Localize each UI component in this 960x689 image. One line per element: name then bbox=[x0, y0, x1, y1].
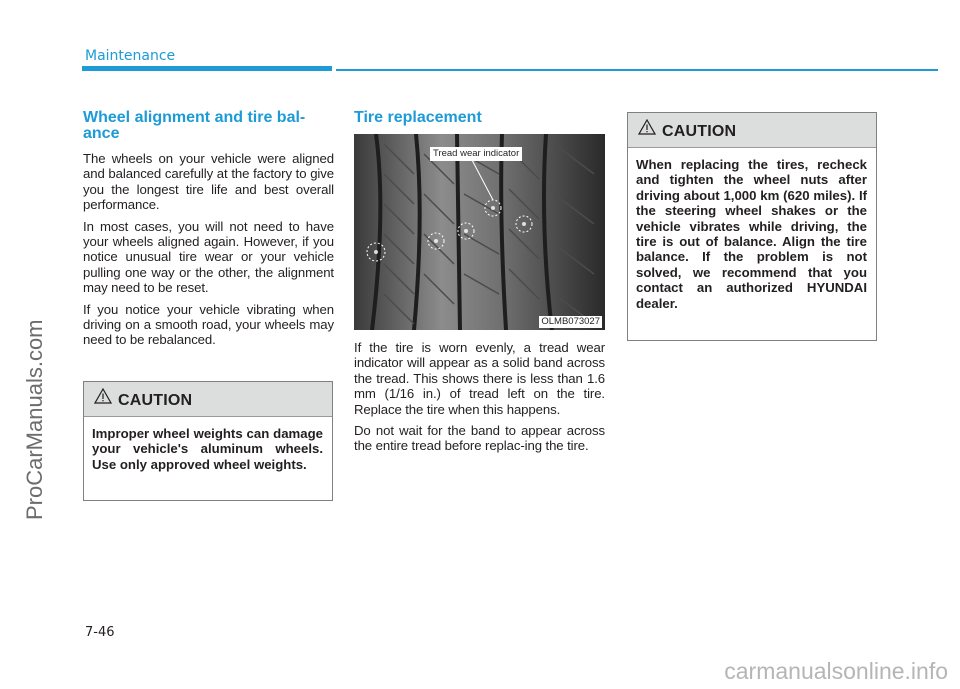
tire-paragraph-2: Do not wait for the band to appear across the entire tread before replac-ing the tire. bbox=[354, 423, 605, 454]
wheel-alignment-heading-text: Wheel alignment and tire bal- ance bbox=[83, 109, 306, 142]
caution-header bbox=[628, 113, 876, 148]
header-rule-thick bbox=[82, 66, 332, 71]
tire-tread-illustration bbox=[354, 134, 605, 330]
header-rule-thin bbox=[336, 69, 938, 71]
tire-paragraph-1: If the tire is worn evenly, a tread wear indicator will appear as a solid band across the tread. This shows there is less than 1.6 mm (1/16 in.) of tread left on the tire. Replace the tire when this happens. bbox=[354, 340, 605, 417]
tread-wear-indicator-label: Tread wear indicator bbox=[430, 147, 522, 161]
bottom-watermark: carmanualsonline.info bbox=[724, 658, 948, 684]
alignment-paragraph-3: If you notice your vehicle vibrating when driving on a smooth road, your wheels may need to be rebalanced. bbox=[83, 301, 334, 348]
alignment-paragraph-1: The wheels on your vehicle were aligned and balanced carefully at the factory to give you the longest tire life and best overall performance. bbox=[83, 151, 334, 213]
tire-replacement-heading: Tire replacement bbox=[354, 109, 482, 126]
warning-triangle-icon bbox=[638, 119, 656, 135]
caution-text: Improper wheel weights can damage your vehicle's aluminum wheels. Use only approved wheel weights. bbox=[92, 426, 323, 472]
caution-title: CAUTION bbox=[662, 122, 737, 140]
caution-box-tire-replacement bbox=[627, 112, 877, 341]
alignment-paragraph-2: In most cases, you will not need to have your wheels aligned again. However, if you notice unusual tire wear or your vehicle pulling one way or the other, the alignment may need to be reset. bbox=[83, 218, 334, 296]
caution-title: CAUTION bbox=[118, 391, 193, 409]
caution-box-wheel-weights bbox=[83, 381, 333, 501]
middle-column bbox=[354, 110, 605, 460]
left-column bbox=[83, 110, 334, 354]
wheel-alignment-heading bbox=[83, 110, 334, 142]
figure-code: OLMB073027 bbox=[541, 316, 600, 327]
caution-header bbox=[84, 382, 332, 417]
section-header: Maintenance bbox=[85, 48, 176, 64]
warning-triangle-icon bbox=[94, 388, 112, 404]
tread-wear-figure bbox=[354, 134, 605, 330]
side-watermark-text: ProCarManuals.com bbox=[22, 319, 47, 520]
caution-text: When replacing the tires, recheck and tighten the wheel nuts after driving about 1,000 km (620 miles). If the steering wheel shakes or the vehicle vibrates while driving, the tire is out of balance. Align the tire balance. If the problem is not solved, we recommend that you contact an authorized HYUNDAI dealer. bbox=[636, 157, 867, 311]
page-number: 7-46 bbox=[85, 625, 115, 640]
side-watermark bbox=[18, 160, 50, 520]
